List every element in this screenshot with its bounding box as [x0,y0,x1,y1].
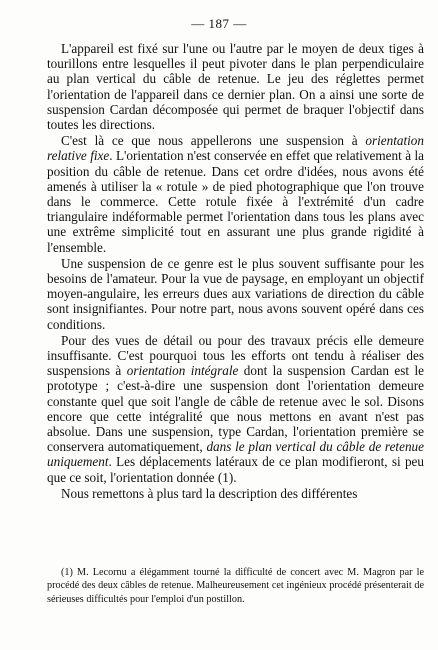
paragraph-3 [47,256,424,332]
paragraph-4-text-end: . Les déplacements latéraux de ce plan modifieront, si peu que ce soit, l'orientation donnée (1). [47,454,424,485]
paragraph-2 [47,133,424,255]
paragraph-4-italic: orientation intégrale [126,363,239,379]
paragraph-4-italic-2: dans le plan vertical du câble de retenue uniquement [47,439,424,470]
footnote [47,566,424,606]
paragraph-4 [47,333,424,485]
paragraph-4-text-before: Pour des vues de détail ou pour des travaux précis elle demeure insuffisante. C'est pourquoi tous les efforts ont tendu à réaliser des suspensions à [47,332,424,379]
footnote-text: (1) M. Lecornu a élégamment tourné la difficulté de concert avec M. Magron par le procédé des deux câbles de retenue. Malheureusement cet ingénieux procédé présenterait de sérieuses difficultés pour l'emploi d'un postillon. [47,567,424,605]
paragraph-4-text-after: dont la suspension Cardan est le prototype ; c'est-à-dire une suspension dont l'orientation demeure constante quel que soit l'angle de câble de retenue avec le sol. Disons encore que cette intégralité que nous mettons en avant n'est pas absolue. Dans une suspension, type Cardan, l'orientation première se conservera automatiquement, [47,363,424,455]
paragraph-5-text: Nous remettons à plus tard la description des différentes [61,485,358,501]
paragraph-5 [47,486,424,501]
paragraph-1-text: L'appareil est fixé sur l'une ou l'autre par le moyen de deux tiges à tourillons entre lesquelles il peut pivoter dans le plan perpendiculaire au plan vertical du câble de retenue. Le jeu des réglettes permet l'orientation de l'appareil dans ce dernier plan. On a ainsi une sorte de suspension Cardan décomposée qui permet de braquer l'objectif dans toutes les directions. [47,41,424,133]
paragraph-1 [47,41,424,132]
main-text [47,41,424,501]
page-number: — 187 — [191,16,247,31]
paragraph-3-text: Une suspension de ce genre est le plus souvent suffisante pour les besoins de l'amateur. Pour la vue de paysage, en employant un objectif moyen-angulaire, les erreurs dues aux variations de direction du câble sont insignifiantes. Pour notre part, nous avons souvent opéré dans ces conditions. [47,255,424,332]
paragraph-2-text-after: . L'orientation n'est conservée en effet que relativement à la position du câble de retenue. Dans cet ordre d'idées, nous avons été amenés à utiliser la « rotule » de pied photographique que l'on trouve dans le commerce. Cette rotule fixée à l'extrémité d'un cadre triangulaire indéformable permet l'orientation dans tous les plans avec une extrême simplicité tout en assurant une plus grande rigidité à l'ensemble. [47,148,425,255]
paragraph-2-italic: orientation relative fixe [47,133,424,164]
paragraph-2-text-before: C'est là ce que nous appellerons une suspension à [61,133,366,149]
